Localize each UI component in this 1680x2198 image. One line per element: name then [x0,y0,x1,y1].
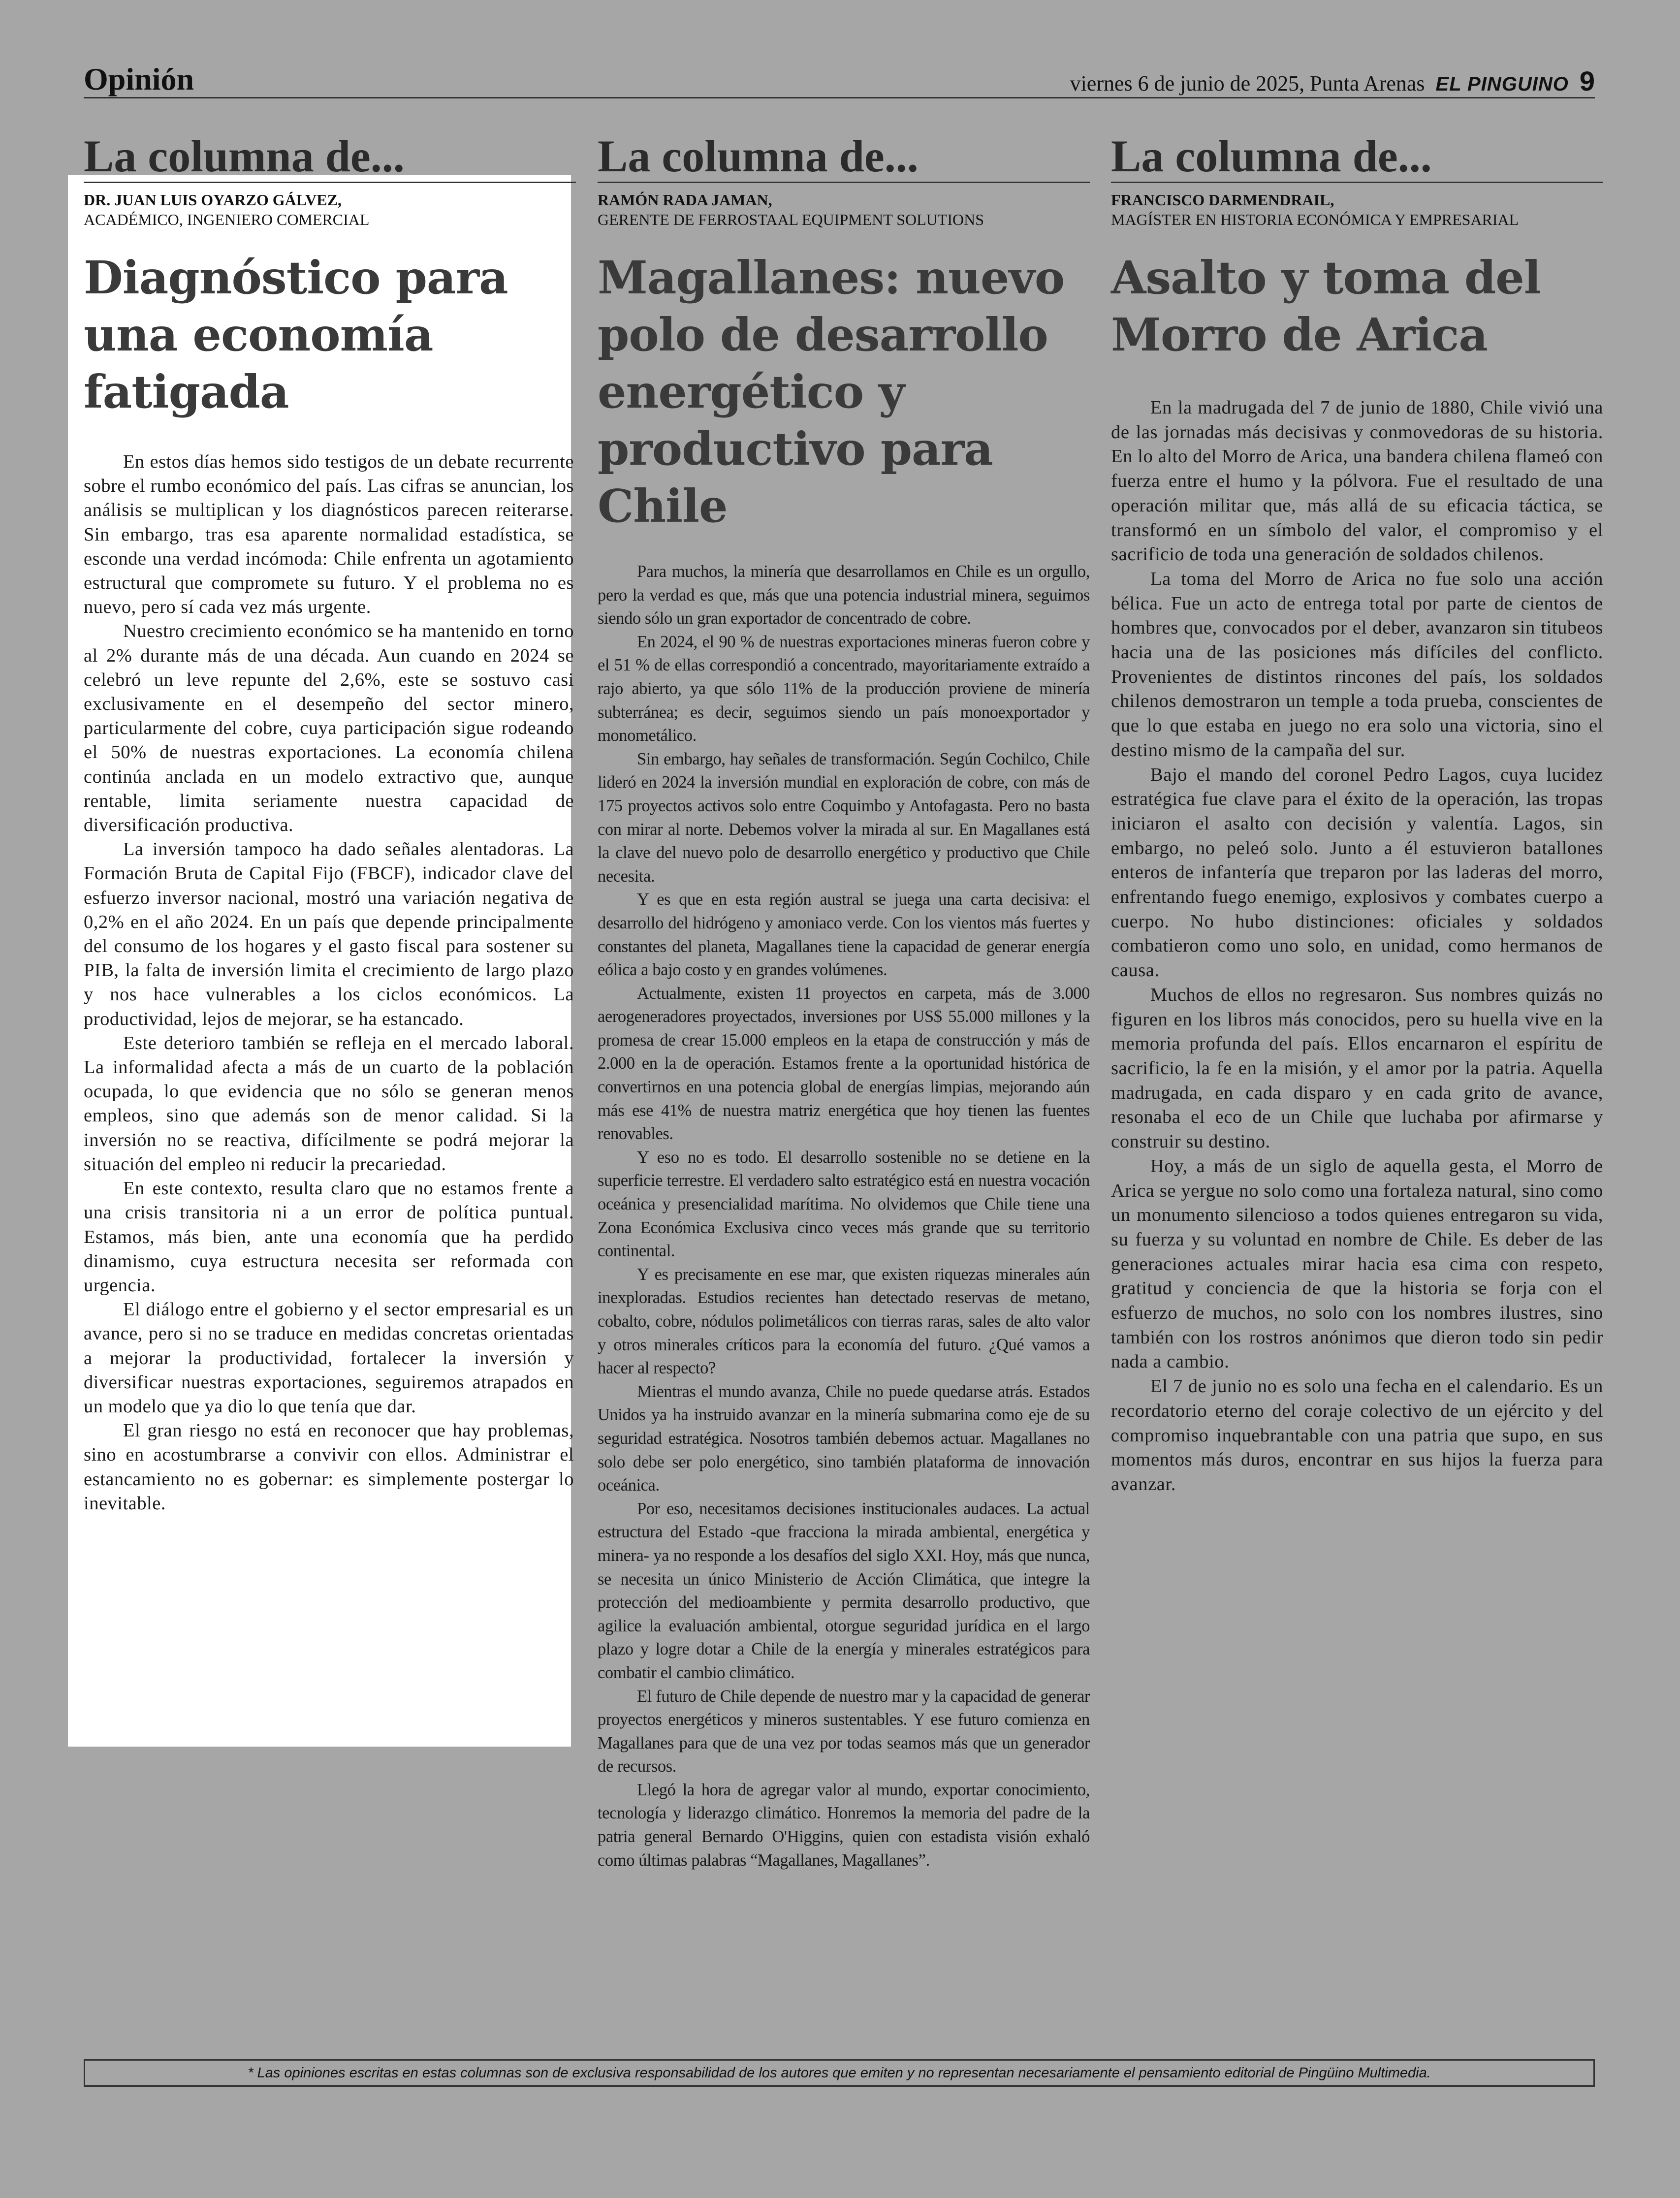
author-name: RAMÓN RADA JAMAN, [598,191,772,209]
author-title: GERENTE DE FERROSTAAL EQUIPMENT SOLUTIONS [598,211,984,228]
newspaper-logo: EL PINGUINO [1435,73,1569,95]
paragraph: El gran riesgo no está en reconocer que hay problemas, sino en acostumbrarse a convivir con ellos. Administrar el estancamiento no es gobernar: es simplemente postergar lo inevitable. [84,1420,574,1514]
column-kicker: La columna de... [598,129,1090,183]
disclaimer-box [84,2059,1595,2087]
paragraph: Hoy, a más de un siglo de aquella gesta, el Morro de Arica se yergue no solo como una fortaleza natural, sino como un monumento silencioso a todos quienes entregaron su vida, su fuerza y su voluntad en nombre de Chile. Es deber de las generaciones actuales mirar hacia esa cima con respeto, gratitud y conciencia de que la historia se forja con el esfuerzo de muchos, no solo con los nombres ilustres, sino también con los rostros anónimos que dieron todo sin pedir nada a cambio. [1111,1155,1603,1372]
column-2 [598,129,1090,1872]
paragraph: En 2024, el 90 % de nuestras exportaciones mineras fueron cobre y el 51 % de ellas correspondió a concentrado, mayoritariamente extraído a rajo abierto, ya que sólo 11% de la producción proviene de minería subterránea; es decir, seguimos siendo un país monoexportador y monometálico. [598,632,1090,745]
article-headline: Asalto y toma del Morro de Arica [1111,251,1541,361]
disclaimer-text: * Las opiniones escritas en estas columnas son de exclusiva responsabilidad de los autores que emiten y no representan necesariamente el pensamiento editorial de Pingüino Multimedia. [248,2065,1431,2081]
paragraph: Y es que en esta región austral se juega una carta decisiva: el desarrollo del hidrógeno y amoniaco verde. Con los vientos más fuertes y constantes del planeta, Magallanes tiene la capacidad de generar energía eólica a bajo costo y en grandes volúmenes. [598,890,1090,980]
paragraph: La inversión tampoco ha dado señales alentadoras. La Formación Bruta de Capital Fijo (FBCF), indicador clave del esfuerzo inversor nacional, mostró una variación negativa de 0,2% en el año 2024. En un país que depende principalmente del consumo de los hogares y el gasto fiscal para sostener su PIB, la falta de inversión limita el crecimiento de largo plazo y nos hace vulnerables a los ciclos económicos. La productividad, lejos de mejorar, se ha estancado. [84,839,574,1029]
paragraph: Mientras el mundo avanza, Chile no puede quedarse atrás. Estados Unidos ya ha instruido avanzar en la minería submarina como eje de su seguridad estratégica. Nosotros también debemos actuar. Magallanes no solo debe ser polo energético, sino también plataforma de innovación oceánica. [598,1382,1090,1495]
page-header [84,61,1595,98]
dateline: viernes 6 de junio de 2025, Punta Arenas [1070,71,1425,96]
paragraph: Y es precisamente en ese mar, que existen riquezas minerales aún inexploradas. Estudios recientes han detectado reservas de metano, cobalto, cobre, nódulos polimetálicos con tierras raras, sales de alto valor y otros minerales críticos para la economía del futuro. ¿Qué vamos a hacer al respecto? [598,1265,1090,1378]
author-title: ACADÉMICO, INGENIERO COMERCIAL [84,211,370,228]
paragraph: El 7 de junio no es solo una fecha en el calendario. Es un recordatorio eterno del coraje colectivo de un ejército y del compromiso inquebrantable con una patria que supo, en sus momentos más duros, encontrar en sus hijos la fuerza para avanzar. [1111,1376,1603,1495]
article-body [598,560,1090,1872]
page-number: 9 [1579,65,1595,96]
paragraph: En estos días hemos sido testigos de un debate recurrente sobre el rumbo económico del país. Las cifras se anuncian, los análisis se multiplican y los diagnósticos parecen reiterarse. Sin embargo, tras esa aparente normalidad estadística, se esconde una verdad incómoda: Chile enfrenta un agotamiento estructural que compromete su futuro. Y el problema no es nuevo, pero sí cada vez más urgente. [84,451,574,618]
author-name: FRANCISCO DARMENDRAIL, [1111,191,1334,209]
paragraph: Este deterioro también se refleja en el mercado laboral. La informalidad afecta a más de un cuarto de la población ocupada, lo que evidencia que no sólo se generan menos empleos, sino que además son de menor calidad. Si la inversión no se reactiva, difícilmente se podrá mejorar la situación del empleo ni reducir la precariedad. [84,1032,574,1175]
paragraph: Por eso, necesitamos decisiones institucionales audaces. La actual estructura del Estado -que fracciona la mirada ambiental, energética y minera- ya no responde a los desafíos del siglo XXI. Hoy, más que nunca, se necesita un único Ministerio de Acción Climática, que integre la protección del medioambiente y permita desarrollo productivo, que agilice la evaluación ambiental, otorgue seguridad jurídica en el largo plazo y logre dotar a Chile de la energía y minerales estratégicos para combatir el cambio climático. [598,1499,1090,1682]
column-kicker: La columna de... [1111,129,1603,183]
paragraph: En este contexto, resulta claro que no estamos frente a una crisis transitoria ni a un error de política puntual. Estamos, más bien, ante una economía que ha perdido dinamismo, cuya estructura necesita ser reformada con urgencia. [84,1178,574,1296]
byline [598,190,1090,229]
byline [1111,190,1603,229]
paragraph: Sin embargo, hay señales de transformación. Según Cochilco, Chile lideró en 2024 la inversión mundial en exploración de cobre, con más de 175 proyectos activos solo entre Coquimbo y Antofagasta. Pero no basta con mirar al norte. Debemos volver la mirada al sur. En Magallanes está la clave del nuevo polo de desarrollo energético y productivo que Chile necesita. [598,749,1090,886]
author-title: MAGÍSTER EN HISTORIA ECONÓMICA Y EMPRESARIAL [1111,211,1519,228]
paragraph: Actualmente, existen 11 proyectos en carpeta, más de 3.000 aerogeneradores proyectados, inversiones por US$ 55.000 millones y la promesa de crear 15.000 empleos en la etapa de construcción y más de 2.000 en la de operación. Estamos frente a la oportunidad histórica de convertirnos en una potencia global de energías limpias, mejorando aún más ese 41% de nuestra matriz energética que hoy tienen las fuentes renovables. [598,984,1090,1144]
column-kicker: La columna de... [84,129,576,183]
section-label: Opinión [84,62,194,96]
paragraph: Y eso no es todo. El desarrollo sostenible no se detiene en la superficie terrestre. El verdadero salto estratégico está en nuestra vocación oceánica y presencialidad marítima. No olvidemos que Chile tiene una Zona Económica Exclusiva cinco veces más grande que su territorio continental. [598,1147,1090,1261]
paragraph: En la madrugada del 7 de junio de 1880, Chile vivió una de las jornadas más decisivas y conmovedoras de su historia. En lo alto del Morro de Arica, una bandera chilena flameó con fuerza entre el humo y la pólvora. Fue el resultado de una operación militar que, más allá de su eficacia táctica, se transformó en un símbolo del valor, el compromiso y el sacrificio de toda una generación de soldados chilenos. [1111,397,1603,565]
paragraph: Bajo el mando del coronel Pedro Lagos, cuya lucidez estratégica fue clave para el éxito de la operación, las tropas iniciaron el asalto con decisión y valentía. Lagos, sin embargo, no peleó solo. Junto a él estuvieron batallones enteros de infantería que treparon por las laderas del morro, enfrentando fuego enemigo, explosivos y combates cuerpo a cuerpo. No hubo distinciones: oficiales y soldados combatieron como uno solo, en unidad, como hermanos de causa. [1111,764,1603,981]
article-headline: Diagnóstico para una economía fatigada [84,251,508,418]
column-1 [84,129,576,1516]
column-3 [1111,129,1603,1497]
paragraph: El diálogo entre el gobierno y el sector empresarial es un avance, pero si no se traduce en medidas concretas orientadas a mejorar la productividad, fortalecer la inversión y diversificar nuestras exportaciones, seguiremos atrapados en un modelo que ya dio lo que tenía que dar. [84,1299,574,1417]
byline [84,190,576,229]
paragraph: Para muchos, la minería que desarrollamos en Chile es un orgullo, pero la verdad es que, más que una potencia industrial minera, seguimos siendo sólo un gran exportador de concentrado de cobre. [598,562,1090,628]
article-headline: Magallanes: nuevo polo de desarrollo energético y productivo para Chile [598,251,1065,533]
article-body [1111,396,1603,1497]
article-body [84,450,576,1516]
paragraph: Muchos de ellos no regresaron. Sus nombres quizás no figuren en los libros más conocidos, pero su huella vive en la memoria profunda del país. Ellos encarnaron el espíritu de sacrificio, la fe en la misión, y el amor por la patria. Aquella madrugada, en cada disparo y en cada grito de avance, resonaba el eco de un Chile que luchaba por afirmarse y construir su destino. [1111,984,1603,1152]
paragraph: Llegó la hora de agregar valor al mundo, exportar conocimiento, tecnología y liderazgo climático. Honremos la memoria del padre de la patria general Bernardo O'Higgins, quien con estadista visión exhaló como últimas palabras “Magallanes, Magallanes”. [598,1780,1090,1870]
header-meta [1070,65,1595,97]
paragraph: La toma del Morro de Arica no fue solo una acción bélica. Fue un acto de entrega total por parte de cientos de hombres que, convocados por el deber, avanzaron sin titubeos hacia una de las posiciones más difíciles del conflicto. Provenientes de distintos rincones del país, los soldados chilenos demostraron un temple a toda prueba, conscientes de que lo que estaba en juego no era solo una victoria, sino el destino mismo de la campaña del sur. [1111,568,1603,761]
author-name: DR. JUAN LUIS OYARZO GÁLVEZ, [84,191,342,209]
paragraph: Nuestro crecimiento económico se ha mantenido en torno al 2% durante más de una década. Aun cuando en 2024 se celebró un leve repunte del 2,6%, este se sostuvo casi exclusivamente en el desempeño del sector minero, particularmente del cobre, cuya participación sigue rodeando el 50% de nuestras exportaciones. La economía chilena continúa anclada en un modelo extractivo que, aunque rentable, limita seriamente nuestra capacidad de diversificación productiva. [84,621,574,836]
paragraph: El futuro de Chile depende de nuestro mar y la capacidad de generar proyectos energéticos y mineros sustentables. Y ese futuro comienza en Magallanes para que de una vez por todas seamos más que un generador de recursos. [598,1687,1090,1776]
